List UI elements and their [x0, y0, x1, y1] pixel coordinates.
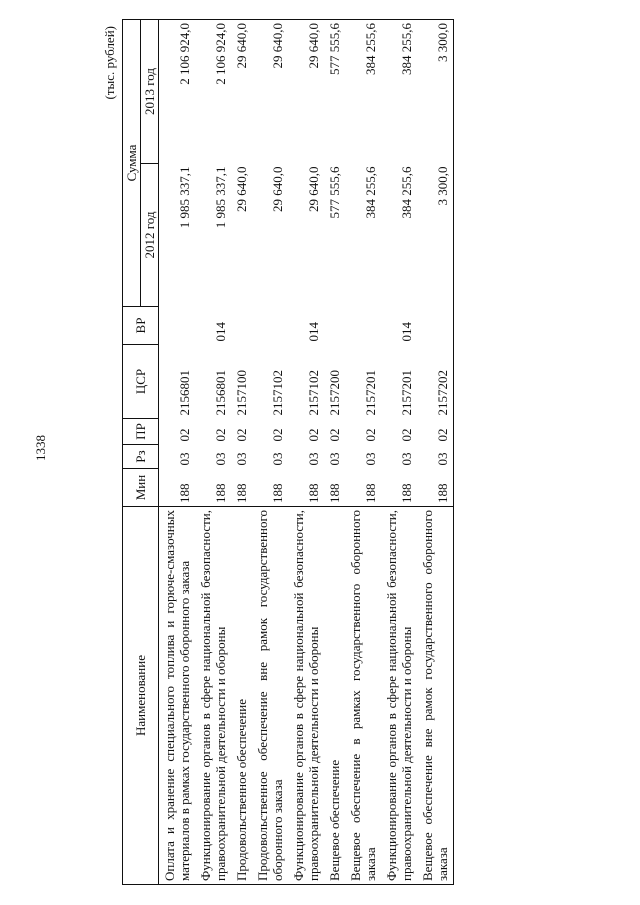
table-row — [324, 20, 345, 885]
row-amount-2012: 29 640,0 — [306, 166, 321, 212]
row-pr: 02 — [213, 428, 228, 442]
table-row — [231, 20, 252, 885]
table-row — [381, 20, 417, 885]
row-min: 188 — [345, 469, 381, 507]
row-pr: 02 — [270, 428, 285, 442]
budget-sheet — [100, 20, 540, 885]
row-amount-2012: 29 640,0 — [234, 166, 249, 212]
row-vr — [324, 307, 345, 345]
row-pr: 02 — [417, 419, 454, 445]
header-vr: ВР — [123, 307, 159, 345]
row-csr: 2157202 — [417, 345, 454, 419]
row-amount-2013: 2 106 924,0 — [159, 20, 196, 164]
row-name: Вещевое обеспечение в рамках государственного оборонного заказа — [345, 507, 381, 885]
row-csr: 2157201 — [399, 370, 414, 416]
row-name: Функционирование органов в сфере национальной безопасности, правоохранительной деятельности и обороны — [381, 507, 417, 885]
row-min: 188 — [288, 469, 324, 507]
row-name: Продовольственное обеспечение вне рамок государственного оборонного заказа — [252, 507, 288, 885]
page-number: 1338 — [33, 435, 48, 461]
row-amount-2012: 29 640,0 — [270, 166, 285, 212]
row-pr: 02 — [363, 428, 378, 442]
row-rz: 03 — [327, 452, 342, 466]
row-amount-2012: 577 555,6 — [327, 166, 342, 219]
row-pr: 02 — [306, 428, 321, 442]
row-amount-2012: 1 985 337,1 — [213, 166, 228, 229]
row-min: 188 — [159, 469, 196, 507]
row-rz: 03 — [270, 452, 285, 466]
row-pr: 02 — [399, 428, 414, 442]
row-amount-2013: 384 255,6 — [345, 20, 381, 164]
row-amount-2013: 29 640,0 — [231, 20, 252, 164]
row-csr: 2157100 — [234, 370, 249, 416]
row-csr: 2157102 — [306, 370, 321, 416]
row-csr: 2156801 — [213, 370, 228, 416]
row-vr — [159, 307, 196, 345]
row-amount-2012: 3 300,0 — [417, 164, 454, 307]
row-vr: 014 — [213, 322, 228, 342]
row-amount-2013: 2 106 924,0 — [195, 20, 231, 164]
row-amount-2013: 384 255,6 — [381, 20, 417, 164]
header-row — [123, 20, 141, 885]
header-2012: 2012 год — [141, 164, 159, 307]
row-vr — [252, 307, 288, 345]
row-rz: 03 — [399, 452, 414, 466]
row-rz: 03 — [213, 452, 228, 466]
header-sum: Сумма — [123, 20, 141, 307]
row-name: Вещевое обеспечение вне рамок государственного оборонного заказа — [417, 507, 454, 885]
header-name: Наименование — [123, 507, 159, 885]
row-vr: 014 — [399, 322, 414, 342]
row-pr: 02 — [177, 428, 192, 442]
row-csr: 2156801 — [177, 370, 192, 416]
row-min: 188 — [417, 469, 454, 507]
header-rz: Рз — [123, 445, 159, 469]
header-csr: ЦСР — [123, 345, 159, 419]
row-vr: 014 — [306, 322, 321, 342]
row-rz: 03 — [363, 452, 378, 466]
header-min: Мин — [123, 469, 159, 507]
row-name: Продовольственное обеспечение — [231, 507, 252, 885]
row-amount-2013: 29 640,0 — [252, 20, 288, 164]
row-vr — [345, 307, 381, 345]
row-min: 188 — [252, 469, 288, 507]
header-2013: 2013 год — [141, 20, 159, 164]
row-csr: 2157200 — [327, 370, 342, 416]
header-pr: ПР — [123, 419, 159, 445]
row-vr — [417, 307, 454, 345]
row-rz: 03 — [177, 452, 192, 466]
row-rz: 03 — [417, 445, 454, 469]
row-min: 188 — [381, 469, 417, 507]
table-row — [345, 20, 381, 885]
row-min: 188 — [195, 469, 231, 507]
row-name: Функционирование органов в сфере национальной безопасности, правоохранительной деятельности и обороны — [288, 507, 324, 885]
row-csr: 2157102 — [270, 370, 285, 416]
table-row — [288, 20, 324, 885]
row-pr: 02 — [234, 428, 249, 442]
row-csr: 2157201 — [363, 370, 378, 416]
table-row — [417, 20, 454, 885]
row-min: 188 — [231, 469, 252, 507]
row-amount-2013: 29 640,0 — [288, 20, 324, 164]
row-amount-2012: 384 255,6 — [363, 166, 378, 219]
row-pr: 02 — [327, 428, 342, 442]
table-row — [159, 20, 196, 885]
row-vr — [231, 307, 252, 345]
row-amount-2013: 3 300,0 — [417, 20, 454, 164]
table-row — [252, 20, 288, 885]
row-rz: 03 — [234, 452, 249, 466]
unit-note: (тыс. рублей) — [102, 26, 117, 100]
row-name: Функционирование органов в сфере национальной безопасности, правоохранительной деятельности и обороны — [195, 507, 231, 885]
row-amount-2012: 384 255,6 — [399, 166, 414, 219]
table-row — [195, 20, 231, 885]
row-amount-2012: 1 985 337,1 — [177, 166, 192, 229]
row-name: Оплата и хранение специального топлива и горюче-смазочных материалов в рамках государственного оборонного заказа — [159, 507, 196, 885]
budget-table — [122, 19, 454, 885]
row-rz: 03 — [306, 452, 321, 466]
row-min: 188 — [324, 469, 345, 507]
row-amount-2013: 577 555,6 — [324, 20, 345, 164]
row-name: Вещевое обеспечение — [324, 507, 345, 885]
